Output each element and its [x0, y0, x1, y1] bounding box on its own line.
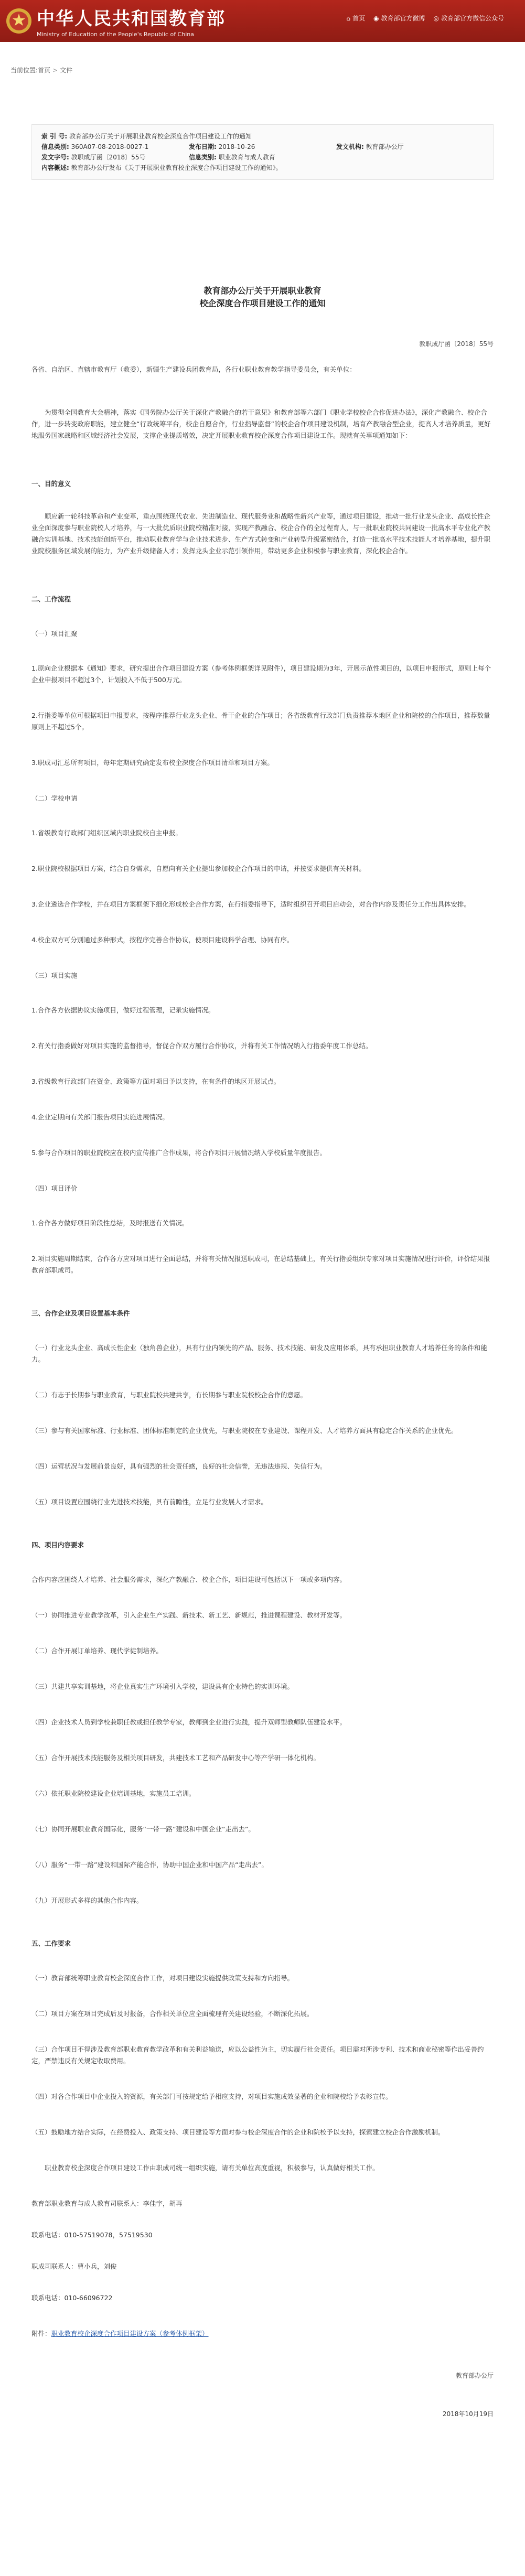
subsection-heading: （二）学校申请 [31, 794, 78, 802]
meta-pubdate: 2018-10-26 [218, 143, 255, 150]
paragraph: （三）共建共享实训基地，将企业真实生产环境引入学校，建设具有企业特色的实训环境。 [31, 1683, 294, 1690]
paragraph: （一）教育部统筹职业教育校企深度合作工作，对项目建设实施提供政策支持和方向指导。 [31, 1974, 294, 1982]
meta-index: 教育部办公厅关于开展职业教育校企深度合作项目建设工作的通知 [69, 133, 252, 140]
paragraph: 4.企业定期向有关部门报告项目实施进展情况。 [31, 1113, 169, 1121]
contact-line: 联系电话：010-57519078，57519530 [31, 2231, 153, 2239]
paragraph: （五）项目设置应围绕行业先进技术技能，具有前瞻性，立足行业发展人才需求。 [31, 1498, 268, 1506]
paragraph: 合作内容应围绕人才培养、社会服务需求，深化产教融合、校企合作，项目建设可包括以下一项或多项内容。 [31, 1576, 347, 1583]
subsection-heading: （四）项目评价 [31, 1184, 78, 1192]
national-emblem-icon [6, 8, 31, 34]
paragraph: （五）鼓励地方结合实际，在经费投入、政策支持、项目建设等方面对参与校企深度合作的企业和院校予以支持，探索建立校企合作激励机制。 [31, 2128, 445, 2136]
home-icon: ⌂ [346, 14, 350, 22]
meta-code: 360A07-08-2018-0027-1 [71, 143, 149, 150]
signer: 教育部办公厅 [455, 2372, 494, 2379]
home-link[interactable]: ⌂ 首页 [346, 14, 365, 22]
paragraph: （八）服务“一带一路”建设和国际产能合作，协助中国企业和中国产品“走出去”。 [31, 1861, 268, 1869]
paragraph: （二）合作开展订单培养、现代学徒制培养。 [31, 1647, 163, 1655]
contact-line: 职成司联系人：曹小兵，刘俊 [31, 2262, 117, 2270]
paragraph: （九）开展形式多样的其他合作内容。 [31, 1896, 143, 1904]
paragraph: （二）项目方案在项目完成后及时报备，合作相关单位应全面梳理有关建设经验，不断深化拓展。 [31, 2010, 314, 2018]
paragraph: （三）合作项目不得涉及教育部职业教育教学改革和有关利益输送，应以公益性为主，切实履行社会责任。项目需对所涉专利、技术和商业秘密等作出妥善约定，严禁违反有关规定收取费用。 [31, 2045, 484, 2065]
paragraph: （七）协同开展职业教育国际化，服务“一带一路”建设和中国企业“走出去”。 [31, 1825, 255, 1833]
intro-paragraph: 为贯彻全国教育大会精神，落实《国务院办公厅关于深化产教融合的若干意见》和教育部等六部门《职业学校校企合作促进办法》，深化产教融合、校企合作，进一步转变政府职能，建立健全“行政统筹平台，校企自愿合作，行业指导监督”的校企合作项目建设机制，培育产教融合型企业，提高人才培养质量，更好地服务国家战略和区域经济社会发展，支撑企业提质增效，决定开展职业教育校企深度合作项目建设工作。现就有关事项通知如下： [31, 408, 491, 439]
site-title[interactable]: 中华人民共和国教育部 [37, 8, 226, 29]
paragraph: 2.有关行指委做好对项目实施的监督指导，督促合作双方履行合作协议，并将有关工作情况纳入行指委年度工作总结。 [31, 1042, 372, 1050]
paragraph: （四）企业技术人员到学校兼职任教或担任教学专家，教师到企业进行实践，提升双师型教师队伍建设水平。 [31, 1718, 347, 1726]
paragraph: 顺应新一轮科技革命和产业变革，重点围绕现代农业、先进制造业、现代服务业和战略性新兴产业等，通过项目建设，推动一批行业龙头企业、高成长性企业全面深度参与职业院校人才培养，与一大批优质职业院校精准对接，实现产教融合、校企合作的全过程育人，与一批职业院校共同建设一批高水平专业化产教融合实训基地、技术技能创新平台，推动职业教育学与企业技术进步、生产方式转变和产业转型升级紧密结合，打造一批高水平技术技能人才培养基地，提升职业院校服务区域发展的能力，为产业升级储备人才；发挥龙头企业示范引领作用，带动更多企业积极参与职业教育，深化校企合作。 [31, 512, 491, 555]
paragraph: 2.职业院校根据项目方案，结合自身需求，自愿向有关企业提出参加校企合作项目的申请，并按要求提供有关材料。 [31, 865, 366, 872]
document-meta: 索 引 号: 教育部办公厅关于开展职业教育校企深度合作项目建设工作的通知 信息类别: 360A07-08-2018-0027-1 发布日期: 2018-10-26 发文机构: 教育部办公厅 发文字号: 教职成厅函〔2018〕55号 信息类别: 职业教育与成人教育 内容概述: 教育部办公厅发布《关于开展职业教育校企深度合作项目建设工作的通知》。 [31, 124, 494, 180]
paragraph: （六）依托职业院校建设企业培训基地，实施员工培训。 [31, 1790, 196, 1797]
paragraph: 1.省级教育行政部门组织区域内职业院校自主申报。 [31, 829, 182, 837]
contact-line: 联系电话：010-66096722 [31, 2294, 113, 2302]
document-date: 2018年10月19日 [442, 2410, 494, 2418]
paragraph: 3.职成司汇总所有项目，每年定期研究确定发布校企深度合作项目清单和项目方案。 [31, 759, 274, 767]
paragraph: （三）参与有关国家标准、行业标准、团体标准制定的企业优先，与职业院校在专业建设、课程开发、人才培养方面具有稳定合作关系的企业优先。 [31, 1427, 458, 1435]
attachment-line: 附件：职业教育校企深度合作项目建设方案（参考体例框架） [31, 2330, 209, 2337]
subsection-heading: （三）项目实施 [31, 972, 78, 979]
paragraph: 2.行指委等单位可根据项目申报要求，按程序推荐行业龙头企业、骨干企业的合作项目；各省级教育行政部门负责推荐本地区企业和院校的合作项目，推荐数量原则上不超过5个。 [31, 712, 490, 731]
paragraph: （四）对各合作项目中企业投入的资源，有关部门可按规定给予相应支持，对项目实施成效显著的企业和院校给予表彰宣传。 [31, 2093, 392, 2100]
document-number: 教职成厅函〔2018〕55号 [419, 340, 494, 348]
section-heading: 三、合作企业及项目设置基本条件 [31, 1309, 130, 1317]
paragraph: 1.合作各方依据协议实施项目，做好过程管理，记录实施情况。 [31, 1006, 215, 1014]
meta-summary: 教育部办公厅发布《关于开展职业教育校企深度合作项目建设工作的通知》。 [71, 164, 282, 171]
paragraph: 5.参与合作项目的职业院校应在校内宣传推广合作成果，将合作项目开展情况纳入学校质量年度报告。 [31, 1149, 326, 1157]
paragraph: 4.校企双方可分别通过多种形式，按程序完善合作协议，使项目建设科学合理、协同有序。 [31, 936, 294, 944]
wechat-link[interactable]: ◎ 教育部官方微信公众号 [433, 14, 504, 22]
breadcrumb: 当前位置:首页 > 文件 [10, 67, 73, 74]
attachment-link[interactable]: 职业教育校企深度合作项目建设方案（参考体例框架） [51, 2330, 209, 2337]
section-heading: 一、目的意义 [31, 480, 71, 488]
paragraph: 3.省级教育行政部门在资金、政策等方面对项目予以支持，在有条件的地区开展试点。 [31, 1077, 281, 1085]
paragraph: 2.项目实施周期结束，合作各方应对项目进行全面总结，并将有关情况报送职成司，在总结基础上，有关行指委组织专家对项目实施情况进行评价，评价结果报教育部职成司。 [31, 1255, 490, 1274]
section-heading: 四、项目内容要求 [31, 1541, 84, 1549]
wechat-icon: ◎ [433, 14, 439, 22]
document-body [31, 364, 494, 2340]
paragraph: （一）行业龙头企业、高成长性企业（独角兽企业），具有行业内领先的产品、服务、技术技能、研发及应用体系，具有承担职业教育人才培养任务的条件和能力。 [31, 1344, 487, 1363]
section-heading: 二、工作流程 [31, 595, 71, 603]
paragraph: （二）有志于长期参与职业教育，与职业院校共建共享，有长期参与职业院校校企合作的意愿。 [31, 1391, 307, 1399]
paragraph: 1.合作各方做好项目阶段性总结，及时报送有关情况。 [31, 1219, 189, 1227]
breadcrumb-home[interactable]: 当前位置:首页 [10, 67, 51, 74]
closing-paragraph: 职业教育校企深度合作项目建设工作由职成司统一组织实施，请有关单位高度重视，积极参与，认真做好相关工作。 [45, 2164, 379, 2172]
paragraph: （四）运营状况与发展前景良好，具有强烈的社会责任感，良好的社会信誉，无违法违规、失信行为。 [31, 1462, 327, 1470]
paragraph: 3.企业遴选合作学校，并在项目方案框架下细化形成校企合作方案，在行指委指导下，适时组织召开项目启动会，对合作内容及责任分工作出具体安排。 [31, 900, 470, 908]
weibo-link[interactable]: ◉ 教育部官方微博 [373, 14, 425, 22]
meta-org: 教育部办公厅 [366, 143, 404, 150]
contact-line: 教育部职业教育与成人教育司联系人：李佳宇，胡再 [31, 2200, 183, 2207]
site-header [0, 0, 525, 42]
meta-category: 职业教育与成人教育 [218, 154, 275, 161]
subsection-heading: （一）项目汇聚 [31, 630, 78, 638]
paragraph: 1.原向企业根据本《通知》要求，研究提出合作项目建设方案（参考体例框架详见附件），项目建设期为3年，开展示范性项目的，以项目申报形式，原则上每个企业申报项目不超过3个，计划投入不低于500万元。 [31, 664, 491, 684]
meta-docno: 教职成厅函〔2018〕55号 [71, 154, 146, 161]
site-subtitle: Ministry of Education of the People's Republic of China [37, 31, 194, 38]
paragraph: （一）协同推进专业教学改革，引入企业生产实践、新技术、新工艺、新规范，推进课程建设、教材开发等。 [31, 1611, 347, 1619]
weibo-icon: ◉ [373, 14, 379, 22]
breadcrumb-files[interactable]: 文件 [60, 67, 73, 74]
greeting: 各省、自治区、直辖市教育厅（教委），新疆生产建设兵团教育局，各行业职业教育教学指导委员会，有关单位： [31, 365, 356, 373]
page-title: 教育部办公厅关于开展职业教育 校企深度合作项目建设工作的通知 [199, 286, 326, 308]
section-heading: 五、工作要求 [31, 1939, 71, 1947]
paragraph: （五）合作开展技术技能服务及相关项目研发，共建技术工艺和产品研发中心等产学研一体化机构。 [31, 1754, 320, 1762]
